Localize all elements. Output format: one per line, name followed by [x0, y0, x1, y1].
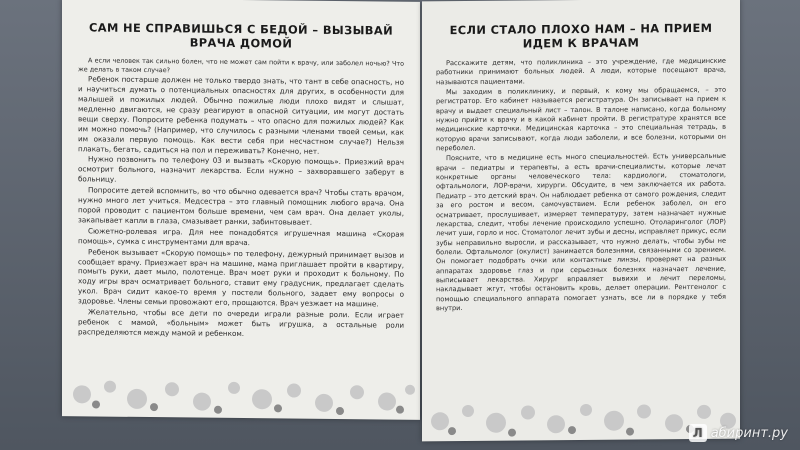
- paragraph: Попросите детей вспомнить, во что обычно одевается врач? Чтобы стать врачом, нужно много лет учиться. Медсестра – это главный помощник любого врача. Она порой проводит с пациентом больше времени, чем сам врач. Она делает уколы, закапывает капли в глаза, смазывает ранки, забинтовывает.: [78, 185, 404, 227]
- left-page: [62, 0, 420, 420]
- watermark: [689, 424, 788, 442]
- paragraph: А если человек так сильно болен, что не может сам пойти к врачу, или заболел ночью? Что же делать в таком случае?: [78, 56, 404, 74]
- paragraph: Ребенок вызывает «Скорую помощь» по телефону, дежурный принимает вызов и сообщает врачу. Приезжает врач на машине, мама приглашает пройти в квартиру, помыть руки, дает мыло, полотенце. Врач моет руки и проходит к больному. По ходу игры врач осматривает больного, ставит ему градусник, предлагает сделать укол. Врач сидит какое-то время у постели больного, задает ему вопросы о здоровье. Члены семьи провожают его, прощаются. Врач уезжает на машине.: [78, 246, 404, 309]
- watermark-text: абиринт.ру: [710, 425, 788, 441]
- left-page-title: САМ НЕ СПРАВИШЬСЯ С БЕДОЙ – ВЫЗЫВАЙ ВРАЧА ДОМОЙ: [88, 20, 394, 51]
- paragraph: Мы заходим в поликлинику, и первый, к кому мы обращаемся, – это регистратор. Его кабинет называется регистратура. Он записывает на прием к врачу и выдает специальный лист – талон. В талоне написано, когда больному нужно прийти к врачу и в какой кабинет пройти. В регистратуре хранятся все медицинские карточки. Медицинская карточка – это специальная тетрадь, в которую врачи записывают, когда люди заболели, и все болезни, которыми он переболел.: [436, 85, 726, 153]
- paragraph: Сюжетно-ролевая игра. Для нее понадобятся игрушечная машина «Скорая помощь», сумка с инструментами для врача.: [78, 226, 404, 247]
- paragraph: Расскажите детям, что поликлиника – это учреждение, где медицинские работники принимают больных людей. А люди, которые посещают врача, называются пациентами.: [436, 56, 726, 86]
- right-page-body: [436, 57, 726, 314]
- left-page-body: [78, 56, 404, 340]
- paragraph: Ребенок постарше должен не только твердо знать, что тант в себе опасность, но и научиться думать о потенциальных опасностях для других, в особенности для малышей и пожилых людей. Обычно пожилые люди плохо видят и слышат, медленно двигаются, не сразу реагируют в опасной ситуации, им могут достать вещи сверху. Попросите ребенка подумать – что опасно для пожилых людей? Как им можно помочь? (Например, что случилось с разными членами твоей семьи, как им оказали первую помощь. Как вести себя при несчастном случае?) Нельзя плакать, бегать, садиться на пол и переживать? Конечно, нет.: [78, 74, 404, 156]
- right-page-title: ЕСЛИ СТАЛО ПЛОХО НАМ – НА ПРИЕМ ИДЕМ К ВРАЧАМ: [449, 20, 713, 51]
- paragraph: Желательно, чтобы все дети по очереди играли разные роли. Если играет ребенок с мамой, «больным» может быть игрушка, а остальные роли распределяются между мамой и ребенком.: [78, 307, 404, 338]
- right-page: [422, 0, 740, 441]
- labirint-logo-icon: Л: [689, 424, 707, 442]
- paragraph: Поясните, что в медицине есть много специальностей. Есть универсальные врачи – педиатры и терапевты, а есть врачи-специалисты, которые лечат конкретные органы человеческого тела: кардиологи, стоматологи, офтальмологи, ЛОР-врачи, хирурги. Обсудите, в чем заключается их работа. Педиатр – это детский врач. Он наблюдает ребенка от самого рождения, следит за его ростом и весом, самочувствием. Если ребенок заболел, он его осматривает, прослушивает, измеряет температуру, затем назначает нужные лекарства, следит, чтобы лечение происходило успешно. Отоларинголог (ЛОР) лечит уши, горло и нос. Стоматолог лечит зубы и десны, исправляет прикус, если зубы неправильно выросли, и рассказывает, что нужно делать, чтобы зубы не болели. Офтальмолог (окулист) занимается болезнями, связанными со зрением. Он помогает подобрать очки или контактные линзы, проверяет на разных аппаратах здоровье глаз и при серьезных болезнях назначает лечение, выписывает лекарства. Хирург вправляет вывихи и лечит переломы, накладывает жгут, чтобы остановить кровь, делает операции. Рентгенолог с помощью специального аппарата помогает узнать, все ли в порядке у тебя внутри.: [436, 152, 726, 313]
- children-border-illustration: [62, 364, 420, 420]
- paragraph: Нужно позвонить по телефону 03 и вызвать «Скорую помощь». Приезжий врач осмотрит больного, назначит лекарства. Если нужно – захворавшего заберут в больницу.: [78, 154, 404, 184]
